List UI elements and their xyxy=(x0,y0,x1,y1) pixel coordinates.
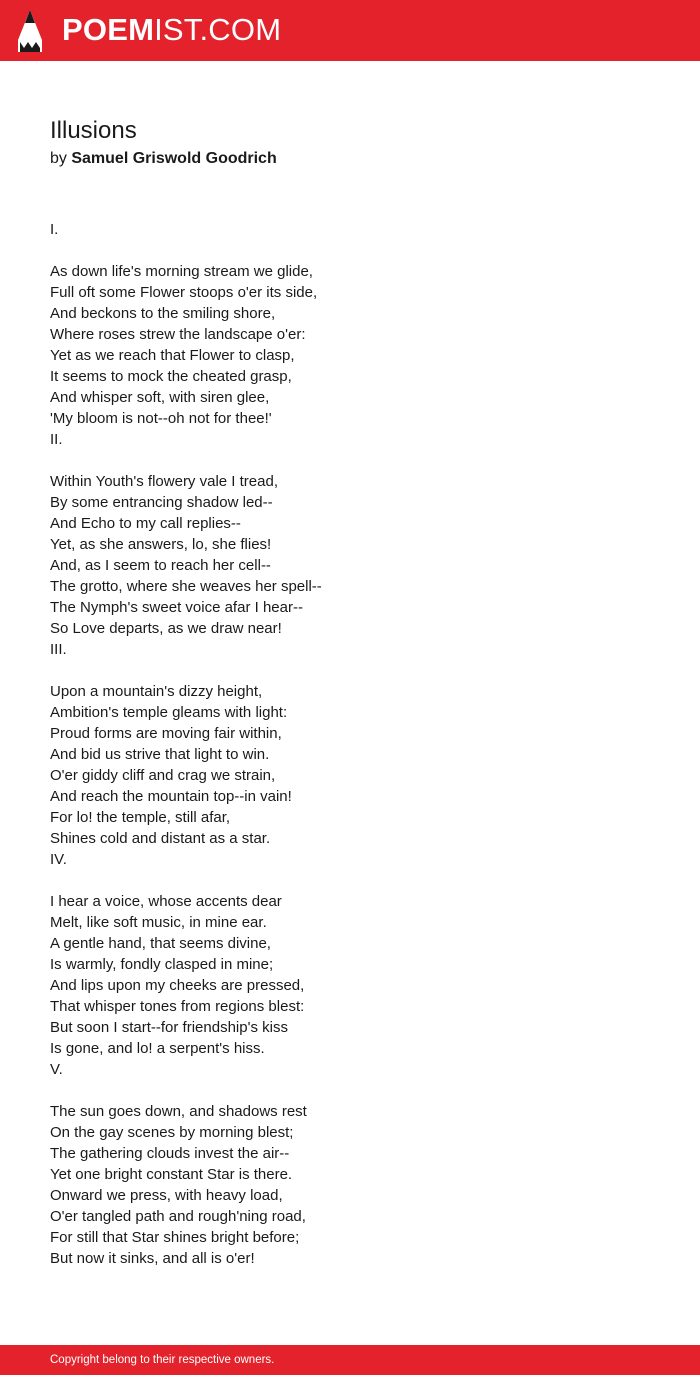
poem-line: And beckons to the smiling shore, xyxy=(50,305,276,322)
poem-line: The Nymph's sweet voice afar I hear-- xyxy=(50,599,303,616)
poem-line: But soon I start--for friendship's kiss xyxy=(50,1019,288,1036)
poem-line: A gentle hand, that seems divine, xyxy=(50,935,271,952)
site-footer xyxy=(0,1345,700,1375)
stanza-gap xyxy=(50,450,650,471)
poem-body xyxy=(50,219,650,1269)
stanza-gap xyxy=(50,1080,650,1101)
poem-line: Ambition's temple gleams with light: xyxy=(50,704,288,721)
byline xyxy=(50,149,277,169)
stanza-gap xyxy=(50,660,650,681)
poem-line: I. xyxy=(50,221,59,238)
poem-line: Is gone, and lo! a serpent's hiss. xyxy=(50,1040,265,1057)
poem-line: O'er tangled path and rough'ning road, xyxy=(50,1208,306,1225)
poem-line: Where roses strew the landscape o'er: xyxy=(50,326,306,343)
poem-line: That whisper tones from regions blest: xyxy=(50,998,305,1015)
poem-line: By some entrancing shadow led-- xyxy=(50,494,273,511)
poem-line: Full oft some Flower stoops o'er its side, xyxy=(50,284,318,301)
poem-line: 'My bloom is not--oh not for thee!' xyxy=(50,410,272,427)
poem-line: The grotto, where she weaves her spell-- xyxy=(50,578,322,595)
poem-line: I hear a voice, whose accents dear xyxy=(50,893,282,910)
poem-line: The gathering clouds invest the air-- xyxy=(50,1145,290,1162)
poem-line: Yet as we reach that Flower to clasp, xyxy=(50,347,295,364)
poem-line: It seems to mock the cheated grasp, xyxy=(50,368,292,385)
poem-line: And, as I seem to reach her cell-- xyxy=(50,557,271,574)
poem-line: Onward we press, with heavy load, xyxy=(50,1187,283,1204)
poem-line: For still that Star shines bright before; xyxy=(50,1229,300,1246)
poem-line: As down life's morning stream we glide, xyxy=(50,263,313,280)
poem-line: Upon a mountain's dizzy height, xyxy=(50,683,263,700)
copyright-text: Copyright belong to their respective owners. xyxy=(50,1354,275,1366)
poem-line: Shines cold and distant as a star. xyxy=(50,830,271,847)
poem-title: Illusions xyxy=(50,117,137,144)
poem-line: And Echo to my call replies-- xyxy=(50,515,241,532)
poem-line: Melt, like soft music, in mine ear. xyxy=(50,914,267,931)
poem-line: II. xyxy=(50,431,63,448)
by-label: by xyxy=(50,150,67,167)
poem-line: And bid us strive that light to win. xyxy=(50,746,270,763)
poem-line: V. xyxy=(50,1061,63,1078)
poem-line: IV. xyxy=(50,851,67,868)
poem-line: And reach the mountain top--in vain! xyxy=(50,788,292,805)
poem-line: Is warmly, fondly clasped in mine; xyxy=(50,956,274,973)
site-logo-link[interactable] xyxy=(62,12,281,48)
logo-thin-text: IST.COM xyxy=(154,12,282,47)
pencil-tip-icon xyxy=(18,10,42,52)
poem-line: And whisper soft, with siren glee, xyxy=(50,389,270,406)
poem-line: Yet, as she answers, lo, she flies! xyxy=(50,536,272,553)
poem-line: III. xyxy=(50,641,67,658)
poem-line: The sun goes down, and shadows rest xyxy=(50,1103,307,1120)
poem-line: On the gay scenes by morning blest; xyxy=(50,1124,294,1141)
poem-line: But now it sinks, and all is o'er! xyxy=(50,1250,255,1267)
poem-line: Within Youth's flowery vale I tread, xyxy=(50,473,278,490)
poem-line: And lips upon my cheeks are pressed, xyxy=(50,977,305,994)
poem-line: So Love departs, as we draw near! xyxy=(50,620,282,637)
poem-line: Yet one bright constant Star is there. xyxy=(50,1166,293,1183)
poem-line: For lo! the temple, still afar, xyxy=(50,809,231,826)
author-name: Samuel Griswold Goodrich xyxy=(71,150,277,167)
poem-line: Proud forms are moving fair within, xyxy=(50,725,282,742)
logo-bold-text: POEM xyxy=(62,12,155,47)
stanza-gap xyxy=(50,870,650,891)
poem-line: O'er giddy cliff and crag we strain, xyxy=(50,767,276,784)
stanza-gap xyxy=(50,240,650,261)
site-header xyxy=(0,0,700,61)
